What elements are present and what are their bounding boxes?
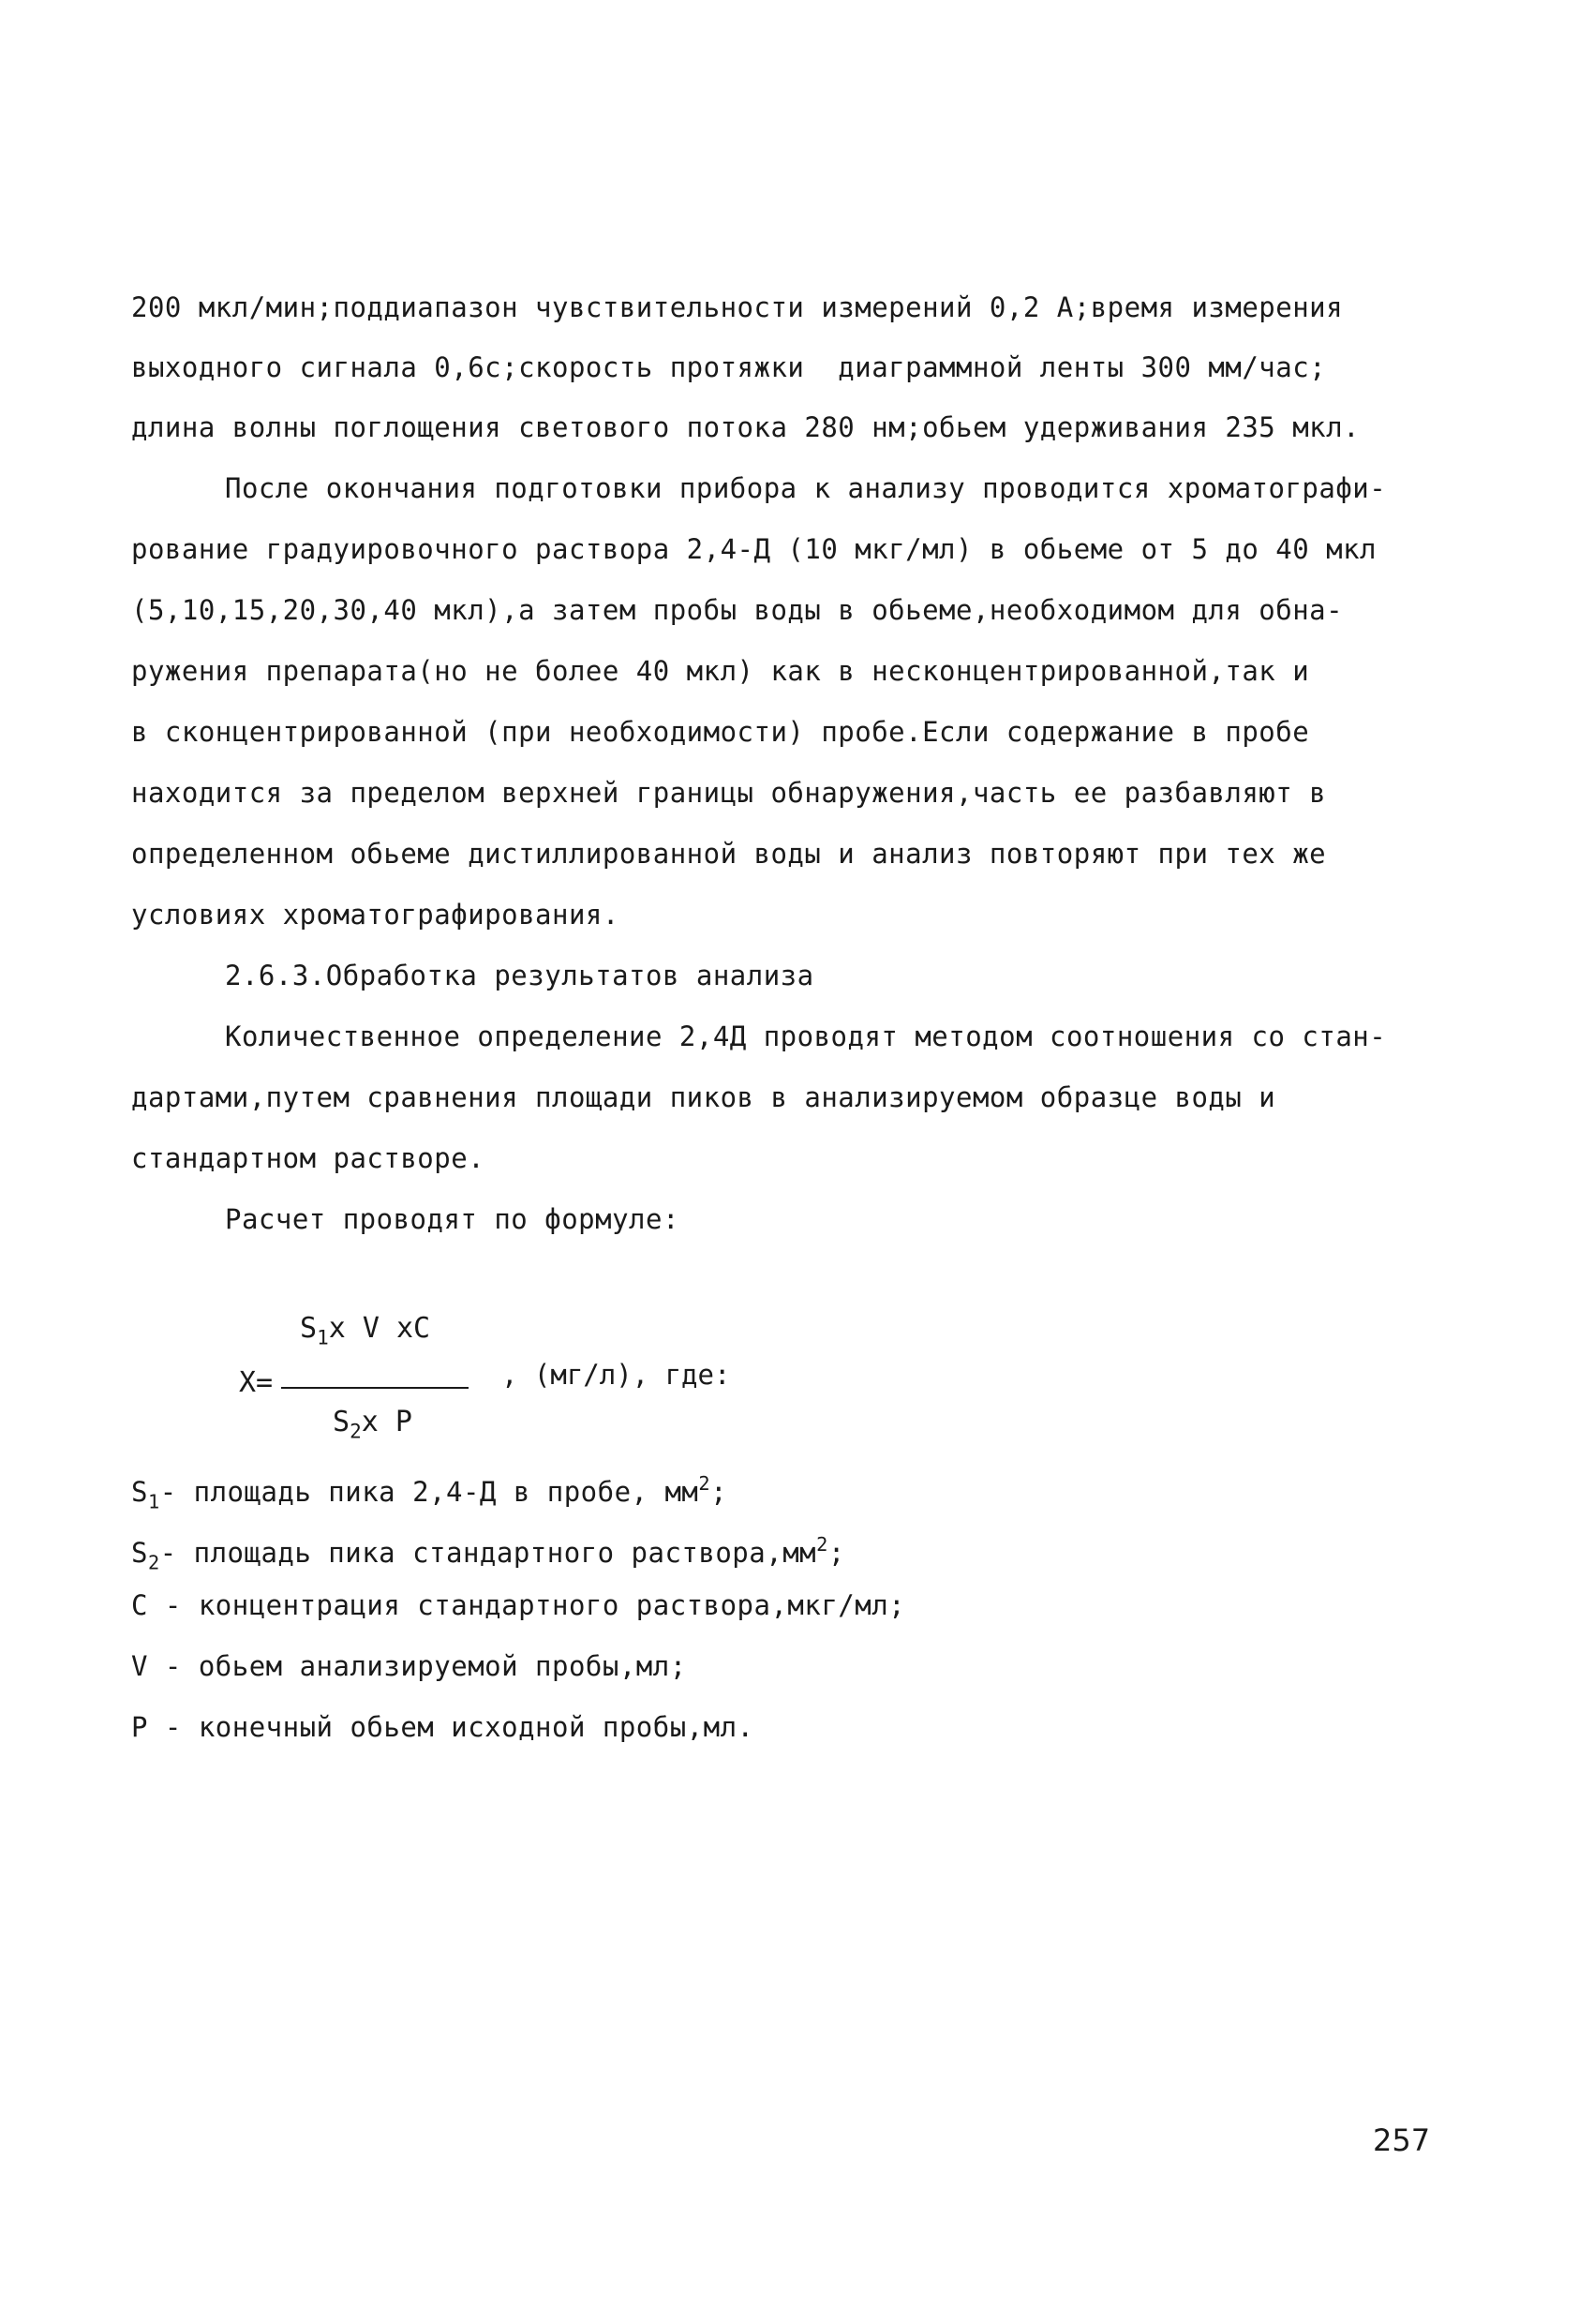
section-heading: 2.6.3.Обработка результатов анализа [225,960,814,991]
legend-p: Р - конечный обьем исходной пробы,мл. [131,1711,754,1743]
legend-subscript: 2 [147,1551,160,1574]
text-line: в сконцентрированной (при необходимости) пробе.Если содержание в пробе [131,716,1310,748]
legend-s2 [131,1527,845,1579]
fraction-bar [281,1387,469,1389]
calc-intro: Расчет проводят по формуле: [225,1203,679,1235]
text-line: Количественное определение 2,4Д проводят методом соотношения со стан- [225,1020,1387,1052]
formula-denominator [333,1406,412,1442]
text-line: выходного сигнала 0,6с;скорость протяжки диаграммной ленты 300 мм/час; [131,351,1327,383]
text-line: дартами,путем сравнения площади пиков в анализируемом образце воды и [131,1081,1276,1113]
legend-text: - площадь пика стандартного раствора,мм [159,1537,817,1570]
legend-end: ; [827,1537,845,1570]
formula-denominator-rest: x P [361,1406,412,1438]
formula-numerator [300,1312,430,1348]
formula-symbol: S [333,1406,350,1438]
formula-subscript: 2 [350,1420,362,1443]
legend-c: С - концентрация стандартного раствора,мкг/мл; [131,1589,906,1621]
text-line: длина волны поглощения светового потока 280 нм;обьем удерживания 235 мкл. [131,411,1361,443]
text-line: находится за пределом верхней границы обнаружения,часть ее разбавляют в [131,777,1327,809]
text-line: рование градуировочного раствора 2,4-Д (10 мкг/мл) в обьеме от 5 до 40 мкл [131,533,1378,565]
legend-end: ; [710,1476,728,1509]
text-line: определенном обьеме дистиллированной воды и анализ повторяют при тех же [131,838,1327,870]
legend-symbol: S [131,1537,148,1570]
formula-unit: , (мг/л), где: [501,1359,731,1391]
formula-subscript: 1 [317,1326,329,1349]
formula-numerator-rest: x V xC [328,1312,431,1345]
text-line: ружения препарата(но не более 40 мкл) как в несконцентрированной,так и [131,655,1310,687]
text-line: условиях хроматографирования. [131,899,619,931]
legend-v: V - обьем анализируемой пробы,мл; [131,1650,687,1682]
legend-superscript: 2 [698,1472,711,1495]
text-line: (5,10,15,20,30,40 мкл),а затем пробы воды в обьеме,необходимом для обна- [131,594,1344,626]
formula [239,1312,801,1452]
legend-superscript: 2 [816,1533,828,1556]
legend-text: - площадь пика 2,4-Д в пробе, мм [159,1476,699,1509]
text-line: 200 мкл/мин;поддиапазон чувствительности измерений 0,2 А;время измерения [131,291,1344,323]
legend-subscript: 1 [147,1490,160,1513]
formula-symbol: S [300,1312,318,1345]
text-line: стандартном растворе. [131,1142,485,1174]
legend-symbol: S [131,1476,148,1509]
page-number: 257 [1373,2123,1431,2158]
formula-lhs: X= [239,1366,274,1399]
text-line: После окончания подготовки прибора к анализу проводится хроматографи- [225,472,1387,504]
legend-s1 [131,1467,727,1518]
